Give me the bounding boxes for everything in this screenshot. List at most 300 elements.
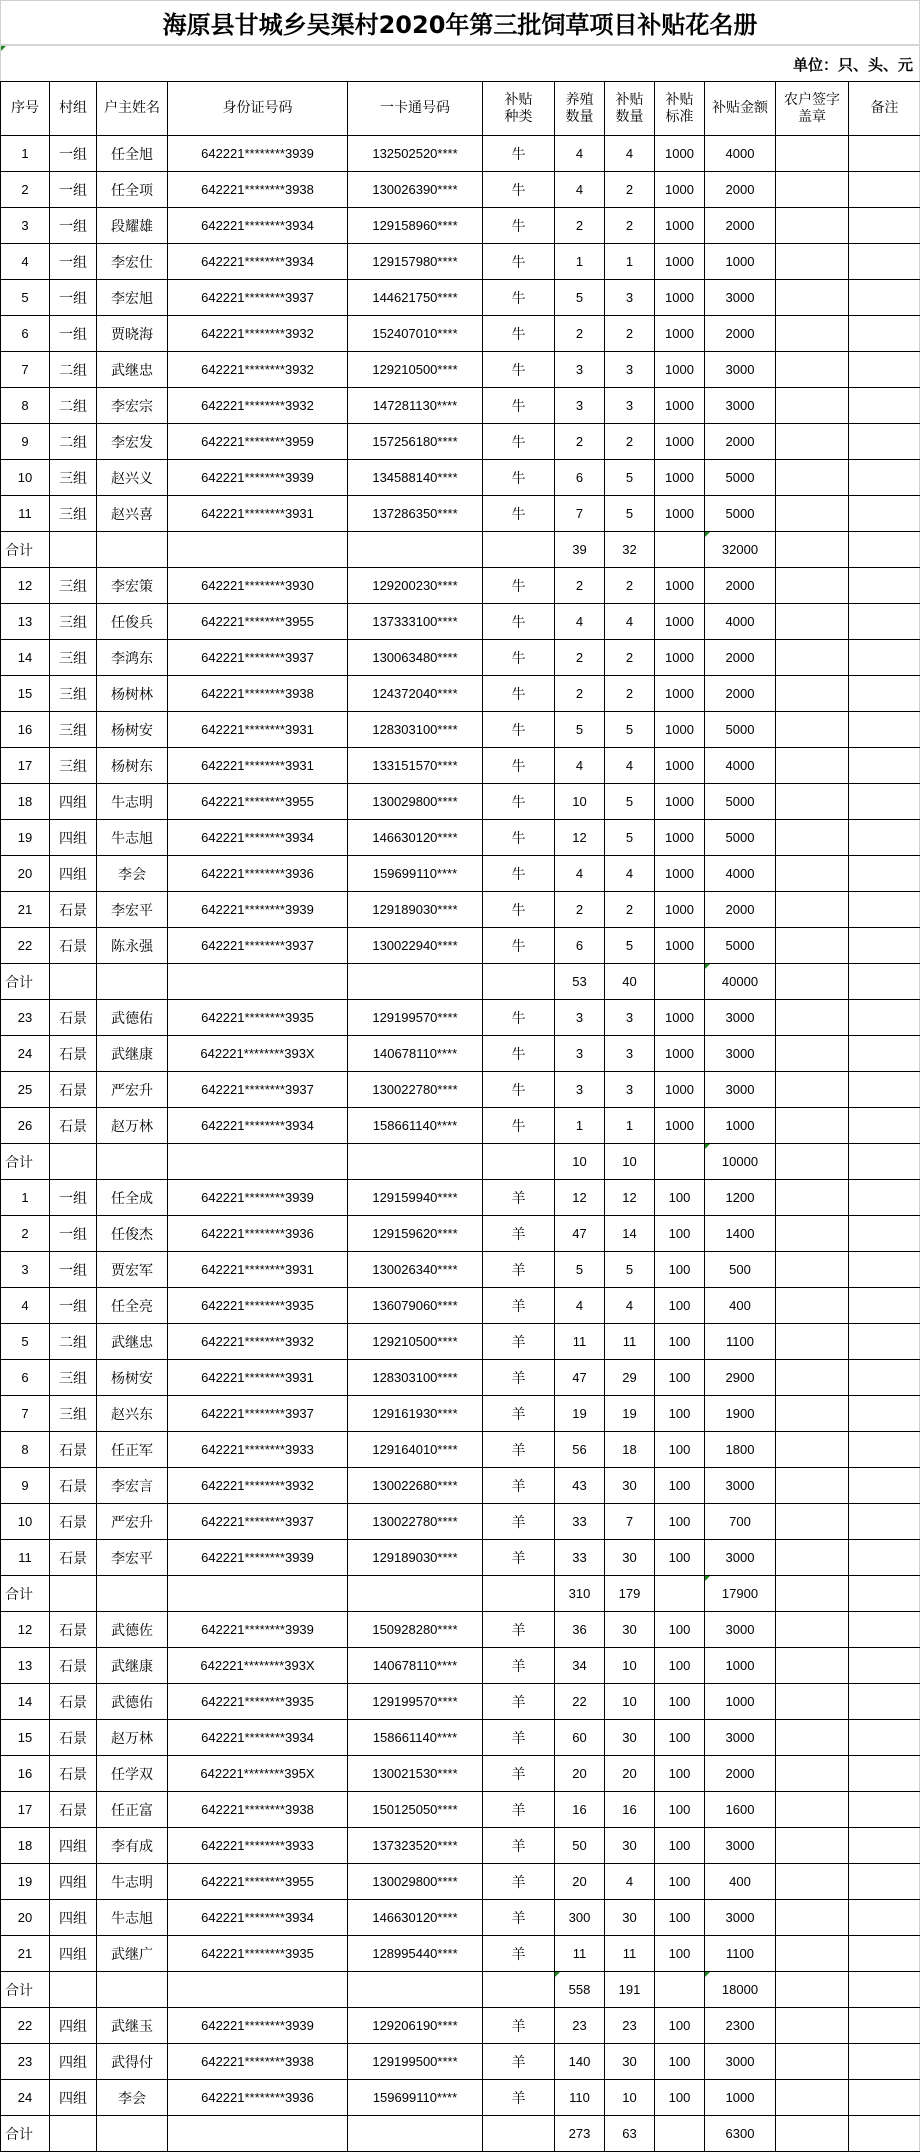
card-number-cell[interactable] [348, 568, 483, 604]
id-number-cell[interactable] [168, 496, 348, 532]
remarks-cell[interactable] [849, 1180, 920, 1216]
serial-cell[interactable] [1, 316, 50, 352]
subsidy-standard-cell[interactable] [655, 1144, 705, 1180]
remarks-cell[interactable] [849, 1072, 920, 1108]
subsidy-standard-cell[interactable] [655, 172, 705, 208]
group-cell[interactable] [50, 1828, 97, 1864]
card-number-cell[interactable] [348, 1792, 483, 1828]
subsidy-amount-cell[interactable] [705, 640, 776, 676]
subsidy-type-cell[interactable] [483, 1648, 555, 1684]
signature-cell[interactable] [776, 928, 849, 964]
remarks-cell[interactable] [849, 496, 920, 532]
householder-cell[interactable] [97, 1540, 168, 1576]
serial-cell[interactable] [1, 208, 50, 244]
signature-cell[interactable] [776, 640, 849, 676]
subsidy-count-cell[interactable] [605, 1792, 655, 1828]
subsidy-amount-cell[interactable] [705, 244, 776, 280]
serial-cell[interactable] [1, 1036, 50, 1072]
subsidy-count-cell[interactable] [605, 172, 655, 208]
group-cell[interactable] [50, 388, 97, 424]
householder-cell[interactable] [97, 676, 168, 712]
group-cell[interactable] [50, 496, 97, 532]
serial-cell[interactable] [1, 1864, 50, 1900]
remarks-cell[interactable] [849, 1504, 920, 1540]
subsidy-count-cell[interactable] [605, 820, 655, 856]
group-cell[interactable] [50, 1324, 97, 1360]
id-number-cell[interactable] [168, 1036, 348, 1072]
householder-cell[interactable] [97, 1000, 168, 1036]
subsidy-amount-cell[interactable] [705, 1612, 776, 1648]
subsidy-standard-cell[interactable] [655, 748, 705, 784]
remarks-cell[interactable] [849, 1432, 920, 1468]
subsidy-amount-cell[interactable] [705, 1252, 776, 1288]
subsidy-count-cell[interactable] [605, 676, 655, 712]
householder-cell[interactable] [97, 1936, 168, 1972]
id-number-cell[interactable] [168, 1936, 348, 1972]
signature-cell[interactable] [776, 1828, 849, 1864]
signature-cell[interactable] [776, 604, 849, 640]
serial-cell[interactable] [1, 1612, 50, 1648]
subsidy-type-cell[interactable] [483, 1972, 555, 2008]
card-number-cell[interactable] [348, 1144, 483, 1180]
subsidy-type-cell[interactable] [483, 1108, 555, 1144]
subsidy-amount-cell[interactable] [705, 1180, 776, 1216]
subsidy-type-cell[interactable] [483, 1540, 555, 1576]
remarks-cell[interactable] [849, 1648, 920, 1684]
subsidy-amount-cell[interactable] [705, 2080, 776, 2116]
subsidy-standard-cell[interactable] [655, 1612, 705, 1648]
subsidy-type-cell[interactable] [483, 172, 555, 208]
id-number-cell[interactable] [168, 1576, 348, 1612]
raise-count-cell[interactable] [555, 424, 605, 460]
subsidy-amount-cell[interactable] [705, 1648, 776, 1684]
subsidy-standard-cell[interactable] [655, 1540, 705, 1576]
subsidy-count-cell[interactable] [605, 1144, 655, 1180]
serial-cell[interactable] [1, 1432, 50, 1468]
householder-cell[interactable] [97, 2116, 168, 2152]
card-number-cell[interactable] [348, 676, 483, 712]
card-number-cell[interactable] [348, 1324, 483, 1360]
id-number-cell[interactable] [168, 928, 348, 964]
householder-cell[interactable] [97, 820, 168, 856]
card-number-cell[interactable] [348, 136, 483, 172]
subsidy-count-cell[interactable] [605, 532, 655, 568]
serial-cell[interactable] [1, 1468, 50, 1504]
raise-count-cell[interactable] [555, 568, 605, 604]
serial-cell[interactable] [1, 1792, 50, 1828]
subsidy-count-cell[interactable] [605, 1576, 655, 1612]
subsidy-count-cell[interactable] [605, 1972, 655, 2008]
id-number-cell[interactable] [168, 172, 348, 208]
group-cell[interactable] [50, 928, 97, 964]
id-number-cell[interactable] [168, 2080, 348, 2116]
subsidy-standard-cell[interactable] [655, 2080, 705, 2116]
signature-cell[interactable] [776, 1648, 849, 1684]
householder-cell[interactable] [97, 2008, 168, 2044]
householder-cell[interactable] [97, 928, 168, 964]
raise-count-cell[interactable] [555, 532, 605, 568]
subsidy-count-cell[interactable] [605, 892, 655, 928]
subsidy-amount-cell[interactable] [705, 1396, 776, 1432]
raise-count-cell[interactable] [555, 1468, 605, 1504]
id-number-cell[interactable] [168, 964, 348, 1000]
subsidy-type-cell[interactable] [483, 1252, 555, 1288]
subsidy-type-cell[interactable] [483, 1864, 555, 1900]
householder-cell[interactable] [97, 460, 168, 496]
householder-cell[interactable] [97, 172, 168, 208]
raise-count-cell[interactable] [555, 460, 605, 496]
householder-cell[interactable] [97, 1756, 168, 1792]
subsidy-type-cell[interactable] [483, 1144, 555, 1180]
id-number-cell[interactable] [168, 1252, 348, 1288]
subsidy-standard-cell[interactable] [655, 1972, 705, 2008]
serial-cell[interactable] [1, 136, 50, 172]
signature-cell[interactable] [776, 1108, 849, 1144]
subsidy-count-cell[interactable] [605, 460, 655, 496]
subsidy-count-cell[interactable] [605, 856, 655, 892]
subsidy-count-cell[interactable] [605, 1396, 655, 1432]
signature-cell[interactable] [776, 1504, 849, 1540]
subsidy-count-cell[interactable] [605, 2080, 655, 2116]
id-number-cell[interactable] [168, 1108, 348, 1144]
subtotal-label[interactable]: 合计 [1, 1972, 50, 2008]
subsidy-amount-cell[interactable] [705, 424, 776, 460]
group-cell[interactable] [50, 964, 97, 1000]
card-number-cell[interactable] [348, 460, 483, 496]
subsidy-count-cell[interactable] [605, 388, 655, 424]
subsidy-type-cell[interactable] [483, 712, 555, 748]
subsidy-count-cell[interactable] [605, 136, 655, 172]
group-cell[interactable] [50, 2044, 97, 2080]
id-number-cell[interactable] [168, 1144, 348, 1180]
subsidy-standard-cell[interactable] [655, 604, 705, 640]
group-cell[interactable] [50, 748, 97, 784]
id-number-cell[interactable] [168, 1900, 348, 1936]
subsidy-type-cell[interactable] [483, 208, 555, 244]
subsidy-type-cell[interactable] [483, 1900, 555, 1936]
subsidy-amount-cell[interactable] [705, 748, 776, 784]
group-cell[interactable] [50, 1720, 97, 1756]
card-number-cell[interactable] [348, 1756, 483, 1792]
serial-cell[interactable] [1, 1288, 50, 1324]
subsidy-count-cell[interactable] [605, 1936, 655, 1972]
raise-count-cell[interactable] [555, 352, 605, 388]
group-cell[interactable] [50, 1108, 97, 1144]
householder-cell[interactable] [97, 1576, 168, 1612]
subsidy-amount-cell[interactable] [705, 1216, 776, 1252]
subsidy-amount-cell[interactable] [705, 1000, 776, 1036]
subsidy-type-cell[interactable] [483, 1432, 555, 1468]
subtotal-label[interactable]: 合计 [1, 1576, 50, 1612]
serial-cell[interactable] [1, 2080, 50, 2116]
subsidy-standard-cell[interactable] [655, 1288, 705, 1324]
householder-cell[interactable] [97, 1828, 168, 1864]
signature-cell[interactable] [776, 1324, 849, 1360]
raise-count-cell[interactable] [555, 1396, 605, 1432]
serial-cell[interactable] [1, 2008, 50, 2044]
subsidy-standard-cell[interactable] [655, 1936, 705, 1972]
householder-cell[interactable] [97, 964, 168, 1000]
card-number-cell[interactable] [348, 1504, 483, 1540]
subsidy-amount-cell[interactable] [705, 172, 776, 208]
group-cell[interactable] [50, 1792, 97, 1828]
group-cell[interactable] [50, 784, 97, 820]
card-number-cell[interactable] [348, 1216, 483, 1252]
remarks-cell[interactable] [849, 1396, 920, 1432]
subsidy-standard-cell[interactable] [655, 1576, 705, 1612]
subsidy-amount-cell[interactable] [705, 1108, 776, 1144]
remarks-cell[interactable] [849, 460, 920, 496]
signature-cell[interactable] [776, 1468, 849, 1504]
raise-count-cell[interactable] [555, 2044, 605, 2080]
subsidy-count-cell[interactable] [605, 1612, 655, 1648]
card-number-cell[interactable] [348, 1972, 483, 2008]
subsidy-count-cell[interactable] [605, 1828, 655, 1864]
group-cell[interactable] [50, 1000, 97, 1036]
subsidy-count-cell[interactable] [605, 424, 655, 460]
card-number-cell[interactable] [348, 1288, 483, 1324]
subsidy-amount-cell[interactable] [705, 964, 776, 1000]
group-cell[interactable] [50, 1432, 97, 1468]
signature-cell[interactable] [776, 1792, 849, 1828]
subsidy-standard-cell[interactable] [655, 1252, 705, 1288]
subsidy-amount-cell[interactable] [705, 1432, 776, 1468]
id-number-cell[interactable] [168, 604, 348, 640]
remarks-cell[interactable] [849, 1828, 920, 1864]
subsidy-type-cell[interactable] [483, 1288, 555, 1324]
id-number-cell[interactable] [168, 280, 348, 316]
signature-cell[interactable] [776, 676, 849, 712]
subsidy-standard-cell[interactable] [655, 352, 705, 388]
householder-cell[interactable] [97, 784, 168, 820]
group-cell[interactable] [50, 352, 97, 388]
signature-cell[interactable] [776, 1756, 849, 1792]
householder-cell[interactable] [97, 1216, 168, 1252]
raise-count-cell[interactable] [555, 172, 605, 208]
subsidy-type-cell[interactable] [483, 676, 555, 712]
group-cell[interactable] [50, 1540, 97, 1576]
subsidy-amount-cell[interactable] [705, 1504, 776, 1540]
householder-cell[interactable] [97, 1180, 168, 1216]
subsidy-type-cell[interactable] [483, 1504, 555, 1540]
card-number-cell[interactable] [348, 496, 483, 532]
group-cell[interactable] [50, 2080, 97, 2116]
subsidy-type-cell[interactable] [483, 1720, 555, 1756]
subsidy-amount-cell[interactable] [705, 568, 776, 604]
raise-count-cell[interactable] [555, 928, 605, 964]
signature-cell[interactable] [776, 1720, 849, 1756]
subsidy-standard-cell[interactable] [655, 820, 705, 856]
subsidy-standard-cell[interactable] [655, 388, 705, 424]
group-cell[interactable] [50, 1972, 97, 2008]
card-number-cell[interactable] [348, 424, 483, 460]
serial-cell[interactable] [1, 496, 50, 532]
signature-cell[interactable] [776, 2116, 849, 2152]
subsidy-standard-cell[interactable] [655, 1324, 705, 1360]
subsidy-count-cell[interactable] [605, 1108, 655, 1144]
id-number-cell[interactable] [168, 1972, 348, 2008]
remarks-cell[interactable] [849, 1684, 920, 1720]
raise-count-cell[interactable] [555, 1612, 605, 1648]
subsidy-count-cell[interactable] [605, 964, 655, 1000]
householder-cell[interactable] [97, 1504, 168, 1540]
card-number-cell[interactable] [348, 712, 483, 748]
subsidy-count-cell[interactable] [605, 496, 655, 532]
id-number-cell[interactable] [168, 1324, 348, 1360]
subsidy-standard-cell[interactable] [655, 1792, 705, 1828]
group-cell[interactable] [50, 2008, 97, 2044]
card-number-cell[interactable] [348, 820, 483, 856]
serial-cell[interactable] [1, 748, 50, 784]
subsidy-amount-cell[interactable] [705, 532, 776, 568]
serial-cell[interactable] [1, 820, 50, 856]
card-number-cell[interactable] [348, 172, 483, 208]
subsidy-count-cell[interactable] [605, 208, 655, 244]
subsidy-amount-cell[interactable] [705, 2116, 776, 2152]
signature-cell[interactable] [776, 1972, 849, 2008]
subsidy-type-cell[interactable] [483, 244, 555, 280]
subsidy-count-cell[interactable] [605, 928, 655, 964]
householder-cell[interactable] [97, 1360, 168, 1396]
card-number-cell[interactable] [348, 1468, 483, 1504]
subsidy-type-cell[interactable] [483, 2080, 555, 2116]
subsidy-count-cell[interactable] [605, 568, 655, 604]
raise-count-cell[interactable] [555, 1036, 605, 1072]
householder-cell[interactable] [97, 568, 168, 604]
householder-cell[interactable] [97, 1144, 168, 1180]
householder-cell[interactable] [97, 1972, 168, 2008]
subsidy-count-cell[interactable] [605, 316, 655, 352]
subsidy-type-cell[interactable] [483, 2116, 555, 2152]
subsidy-count-cell[interactable] [605, 784, 655, 820]
id-number-cell[interactable] [168, 892, 348, 928]
subsidy-count-cell[interactable] [605, 1720, 655, 1756]
raise-count-cell[interactable] [555, 964, 605, 1000]
id-number-cell[interactable] [168, 1072, 348, 1108]
subsidy-type-cell[interactable] [483, 388, 555, 424]
subsidy-count-cell[interactable] [605, 1216, 655, 1252]
householder-cell[interactable] [97, 2080, 168, 2116]
serial-cell[interactable] [1, 424, 50, 460]
group-cell[interactable] [50, 2116, 97, 2152]
subsidy-count-cell[interactable] [605, 1864, 655, 1900]
subsidy-amount-cell[interactable] [705, 892, 776, 928]
serial-cell[interactable] [1, 712, 50, 748]
subsidy-standard-cell[interactable] [655, 208, 705, 244]
raise-count-cell[interactable] [555, 1756, 605, 1792]
raise-count-cell[interactable] [555, 1720, 605, 1756]
signature-cell[interactable] [776, 2008, 849, 2044]
signature-cell[interactable] [776, 424, 849, 460]
signature-cell[interactable] [776, 388, 849, 424]
group-cell[interactable] [50, 568, 97, 604]
subsidy-count-cell[interactable] [605, 1036, 655, 1072]
householder-cell[interactable] [97, 1792, 168, 1828]
id-number-cell[interactable] [168, 1756, 348, 1792]
subsidy-type-cell[interactable] [483, 316, 555, 352]
subsidy-type-cell[interactable] [483, 1180, 555, 1216]
card-number-cell[interactable] [348, 280, 483, 316]
remarks-cell[interactable] [849, 820, 920, 856]
id-number-cell[interactable] [168, 388, 348, 424]
subsidy-amount-cell[interactable] [705, 1756, 776, 1792]
raise-count-cell[interactable] [555, 1216, 605, 1252]
subsidy-type-cell[interactable] [483, 532, 555, 568]
raise-count-cell[interactable] [555, 1432, 605, 1468]
id-number-cell[interactable] [168, 1396, 348, 1432]
group-cell[interactable] [50, 1180, 97, 1216]
signature-cell[interactable] [776, 820, 849, 856]
remarks-cell[interactable] [849, 1612, 920, 1648]
group-cell[interactable] [50, 1360, 97, 1396]
serial-cell[interactable] [1, 1756, 50, 1792]
raise-count-cell[interactable] [555, 244, 605, 280]
group-cell[interactable] [50, 172, 97, 208]
remarks-cell[interactable] [849, 1756, 920, 1792]
card-number-cell[interactable] [348, 1108, 483, 1144]
householder-cell[interactable] [97, 712, 168, 748]
card-number-cell[interactable] [348, 928, 483, 964]
serial-cell[interactable] [1, 172, 50, 208]
subsidy-type-cell[interactable] [483, 640, 555, 676]
signature-cell[interactable] [776, 1000, 849, 1036]
signature-cell[interactable] [776, 1180, 849, 1216]
householder-cell[interactable] [97, 352, 168, 388]
householder-cell[interactable] [97, 604, 168, 640]
id-number-cell[interactable] [168, 1792, 348, 1828]
group-cell[interactable] [50, 1144, 97, 1180]
remarks-cell[interactable] [849, 2116, 920, 2152]
card-number-cell[interactable] [348, 1648, 483, 1684]
serial-cell[interactable] [1, 1324, 50, 1360]
serial-cell[interactable] [1, 928, 50, 964]
group-cell[interactable] [50, 1216, 97, 1252]
id-number-cell[interactable] [168, 1648, 348, 1684]
signature-cell[interactable] [776, 1216, 849, 1252]
subsidy-amount-cell[interactable] [705, 352, 776, 388]
subsidy-standard-cell[interactable] [655, 136, 705, 172]
subsidy-amount-cell[interactable] [705, 2008, 776, 2044]
subsidy-standard-cell[interactable] [655, 1756, 705, 1792]
subsidy-standard-cell[interactable] [655, 2008, 705, 2044]
remarks-cell[interactable] [849, 892, 920, 928]
remarks-cell[interactable] [849, 2008, 920, 2044]
subsidy-standard-cell[interactable] [655, 928, 705, 964]
signature-cell[interactable] [776, 748, 849, 784]
subsidy-count-cell[interactable] [605, 1288, 655, 1324]
remarks-cell[interactable] [849, 604, 920, 640]
subsidy-standard-cell[interactable] [655, 1396, 705, 1432]
remarks-cell[interactable] [849, 676, 920, 712]
subsidy-count-cell[interactable] [605, 1180, 655, 1216]
id-number-cell[interactable] [168, 568, 348, 604]
raise-count-cell[interactable] [555, 1000, 605, 1036]
signature-cell[interactable] [776, 280, 849, 316]
raise-count-cell[interactable] [555, 1936, 605, 1972]
raise-count-cell[interactable] [555, 280, 605, 316]
subsidy-standard-cell[interactable] [655, 1900, 705, 1936]
signature-cell[interactable] [776, 568, 849, 604]
subsidy-amount-cell[interactable] [705, 1936, 776, 1972]
subsidy-count-cell[interactable] [605, 1432, 655, 1468]
raise-count-cell[interactable] [555, 748, 605, 784]
subsidy-count-cell[interactable] [605, 712, 655, 748]
card-number-cell[interactable] [348, 1576, 483, 1612]
id-number-cell[interactable] [168, 1828, 348, 1864]
subsidy-amount-cell[interactable] [705, 1576, 776, 1612]
subtotal-label[interactable]: 合计 [1, 532, 50, 568]
raise-count-cell[interactable] [555, 2116, 605, 2152]
